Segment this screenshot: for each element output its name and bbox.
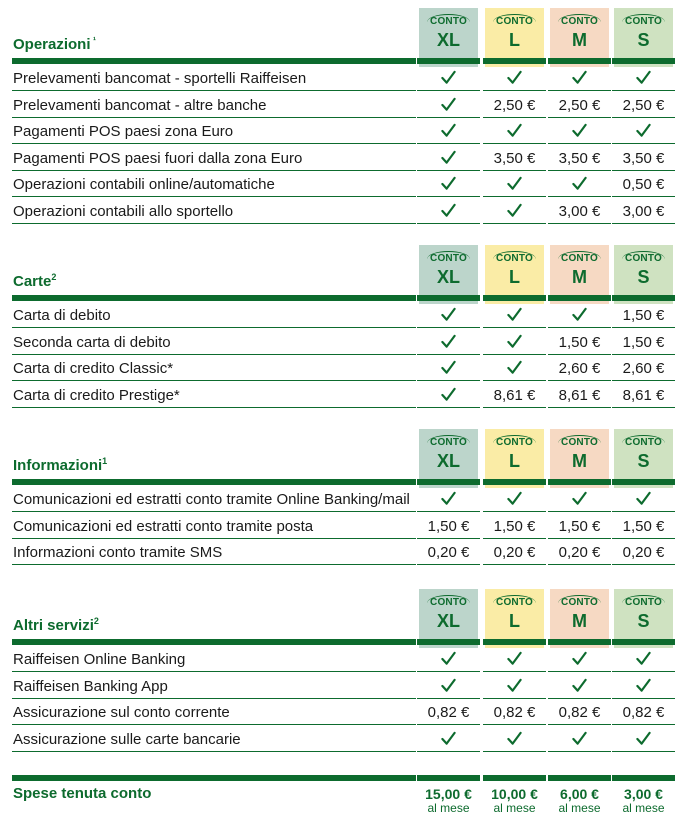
cell-m: 1,50 € bbox=[558, 333, 601, 351]
cell-l bbox=[485, 334, 544, 353]
row-label: Pagamenti POS paesi zona Euro bbox=[13, 123, 234, 140]
column-divider bbox=[417, 295, 480, 301]
section-divider bbox=[12, 639, 416, 645]
row-label: Comunicazioni ed estratti conto tramite posta bbox=[13, 517, 314, 535]
checkmark-icon bbox=[507, 678, 522, 693]
cell-xl bbox=[419, 651, 478, 670]
cell-s: 8,61 € bbox=[622, 386, 665, 404]
row-rule bbox=[12, 407, 416, 408]
column-divider bbox=[612, 479, 675, 485]
checkmark-icon bbox=[441, 387, 456, 402]
row-label: Prelevamenti bancomat - altre banche bbox=[13, 96, 267, 114]
cell-m bbox=[550, 678, 609, 697]
conto-label-text: CONTO bbox=[427, 595, 470, 607]
account-code: M bbox=[572, 611, 587, 631]
checkmark-icon bbox=[572, 70, 587, 85]
cell-xl: 0,20 € bbox=[427, 544, 470, 561]
conto-label-text: CONTO bbox=[493, 595, 536, 607]
cell-m: 3,50 € bbox=[558, 149, 601, 167]
checkmark-icon bbox=[441, 203, 456, 218]
row-label: Carta di credito Classic* bbox=[13, 360, 174, 377]
cell-l: 0,82 € bbox=[493, 704, 536, 721]
section-divider bbox=[12, 295, 416, 301]
row-label: Seconda carta di debito bbox=[13, 333, 171, 351]
checkmark-icon bbox=[572, 491, 587, 506]
cell-rule bbox=[417, 751, 480, 752]
cell-xl bbox=[419, 70, 478, 89]
table-row bbox=[0, 699, 685, 725]
conto-label bbox=[614, 595, 673, 608]
cell-s: 0,20 € bbox=[622, 544, 665, 561]
cell-s: 1,50 € bbox=[622, 517, 665, 535]
section-title-text: Carte bbox=[13, 273, 52, 290]
account-code: L bbox=[509, 267, 520, 287]
cell-l bbox=[485, 70, 544, 89]
cell-l bbox=[485, 307, 544, 326]
conto-label-text: CONTO bbox=[558, 251, 601, 263]
table-row bbox=[0, 382, 685, 408]
cell-xl: 0,82 € bbox=[427, 704, 470, 721]
section-title bbox=[13, 456, 107, 474]
column-divider bbox=[483, 295, 546, 301]
fee-period: al mese bbox=[558, 801, 601, 815]
section-title bbox=[13, 272, 56, 290]
checkmark-icon bbox=[572, 176, 587, 191]
cell-m: 3,00 € bbox=[558, 202, 601, 220]
cell-s: 1,50 € bbox=[622, 333, 665, 351]
checkmark-icon bbox=[572, 651, 587, 666]
cell-xl bbox=[419, 97, 478, 116]
cell-s: 3,50 € bbox=[622, 149, 665, 167]
column-divider bbox=[483, 58, 546, 64]
footnote-marker: 2 bbox=[93, 616, 99, 626]
checkmark-icon bbox=[441, 360, 456, 375]
row-rule bbox=[12, 564, 416, 565]
column-divider bbox=[417, 479, 480, 485]
table-row bbox=[0, 302, 685, 328]
conto-label-text: CONTO bbox=[427, 435, 470, 447]
cell-s: 3,00 € bbox=[622, 202, 665, 220]
cell-m: 2,50 € bbox=[558, 96, 601, 114]
column-divider bbox=[548, 639, 611, 645]
conto-label bbox=[614, 435, 673, 448]
cell-l bbox=[485, 176, 544, 195]
conto-label-text: CONTO bbox=[427, 251, 470, 263]
fee-amount: 6,00 € bbox=[560, 786, 599, 802]
cell-l bbox=[485, 651, 544, 670]
cell-rule bbox=[548, 407, 611, 408]
cell-xl bbox=[419, 334, 478, 353]
footer-title: Spese tenuta conto bbox=[13, 785, 152, 802]
cell-xl bbox=[419, 387, 478, 406]
conto-label-text: CONTO bbox=[427, 14, 470, 26]
section-title-text: Altri servizi bbox=[13, 617, 94, 634]
conto-label-text: CONTO bbox=[558, 14, 601, 26]
table-row bbox=[0, 92, 685, 118]
cell-rule bbox=[417, 564, 480, 565]
cell-xl bbox=[419, 731, 478, 750]
conto-label bbox=[485, 14, 544, 27]
cell-xl bbox=[419, 360, 478, 379]
checkmark-icon bbox=[636, 651, 651, 666]
table-row bbox=[0, 329, 685, 355]
cell-l bbox=[485, 731, 544, 750]
conto-label bbox=[485, 251, 544, 264]
cell-rule bbox=[612, 751, 675, 752]
row-label: Pagamenti POS paesi fuori dalla zona Euro bbox=[13, 149, 303, 167]
column-divider bbox=[417, 58, 480, 64]
section-title bbox=[13, 35, 96, 53]
monthly-fee-m bbox=[550, 786, 609, 815]
section-divider bbox=[12, 58, 416, 64]
table-row bbox=[0, 118, 685, 144]
conto-label-text: CONTO bbox=[558, 435, 601, 447]
footer-column-divider bbox=[612, 775, 675, 781]
row-label: Carta di credito Prestige* bbox=[13, 386, 180, 404]
row-label: Assicurazione sulle carte bancarie bbox=[13, 730, 241, 748]
table-row bbox=[0, 145, 685, 171]
cell-xl bbox=[419, 307, 478, 326]
checkmark-icon bbox=[441, 334, 456, 349]
account-code: L bbox=[509, 611, 520, 631]
cell-s: 0,50 € bbox=[622, 176, 665, 193]
cell-m bbox=[550, 491, 609, 510]
section-title-text: Informazioni bbox=[13, 457, 103, 474]
cell-s bbox=[614, 491, 673, 510]
table-row bbox=[0, 673, 685, 699]
checkmark-icon bbox=[441, 97, 456, 112]
checkmark-icon bbox=[441, 678, 456, 693]
monthly-fee-xl bbox=[419, 786, 478, 815]
monthly-fee-l bbox=[485, 786, 544, 815]
account-code: S bbox=[637, 267, 650, 287]
checkmark-icon bbox=[441, 123, 456, 138]
conto-label bbox=[419, 14, 478, 27]
cell-m bbox=[550, 176, 609, 195]
cell-s: 1,50 € bbox=[622, 307, 665, 324]
checkmark-icon bbox=[441, 307, 456, 322]
cell-rule bbox=[548, 564, 611, 565]
footnote-marker: 2 bbox=[51, 272, 57, 282]
cell-l: 0,20 € bbox=[493, 544, 536, 561]
conto-label-text: CONTO bbox=[493, 435, 536, 447]
cell-l bbox=[485, 123, 544, 142]
checkmark-icon bbox=[441, 651, 456, 666]
column-divider bbox=[548, 58, 611, 64]
row-label: Informazioni conto tramite SMS bbox=[13, 544, 223, 561]
checkmark-icon bbox=[636, 70, 651, 85]
column-divider bbox=[612, 639, 675, 645]
column-divider bbox=[548, 479, 611, 485]
conto-label bbox=[614, 251, 673, 264]
column-divider bbox=[483, 639, 546, 645]
footer-column-divider bbox=[417, 775, 480, 781]
conto-label bbox=[550, 435, 609, 448]
conto-label-text: CONTO bbox=[622, 251, 665, 263]
table-row bbox=[0, 486, 685, 512]
cell-rule bbox=[483, 223, 546, 224]
table-row bbox=[0, 355, 685, 381]
cell-m: 0,20 € bbox=[558, 544, 601, 561]
checkmark-icon bbox=[441, 176, 456, 191]
cell-rule bbox=[483, 564, 546, 565]
table-row bbox=[0, 646, 685, 672]
checkmark-icon bbox=[507, 731, 522, 746]
cell-xl bbox=[419, 123, 478, 142]
account-code: S bbox=[637, 451, 650, 471]
footer-divider bbox=[12, 775, 416, 781]
checkmark-icon bbox=[441, 491, 456, 506]
monthly-fee-s bbox=[614, 786, 673, 815]
row-label: Assicurazione sul conto corrente bbox=[13, 704, 230, 721]
cell-rule bbox=[612, 407, 675, 408]
conto-label bbox=[550, 595, 609, 608]
cell-xl bbox=[419, 203, 478, 222]
cell-l: 8,61 € bbox=[493, 386, 536, 404]
checkmark-icon bbox=[507, 334, 522, 349]
conto-label-text: CONTO bbox=[558, 595, 601, 607]
conto-label-text: CONTO bbox=[622, 14, 665, 26]
row-label: Operazioni contabili online/automatiche bbox=[13, 176, 275, 193]
checkmark-icon bbox=[507, 203, 522, 218]
account-code: XL bbox=[436, 267, 460, 287]
cell-m: 8,61 € bbox=[558, 386, 601, 404]
account-code: M bbox=[572, 30, 587, 50]
table-row bbox=[0, 513, 685, 539]
conto-label bbox=[419, 435, 478, 448]
cell-s bbox=[614, 731, 673, 750]
cell-l bbox=[485, 678, 544, 697]
fee-amount: 10,00 € bbox=[491, 786, 538, 802]
row-label: Prelevamenti bancomat - sportelli Raiffeisen bbox=[13, 70, 307, 87]
row-label: Operazioni contabili allo sportello bbox=[13, 202, 234, 220]
account-code: XL bbox=[436, 611, 460, 631]
fee-period: al mese bbox=[622, 801, 665, 815]
row-label: Comunicazioni ed estratti conto tramite Online Banking/mail bbox=[13, 491, 410, 508]
checkmark-icon bbox=[636, 491, 651, 506]
footnote-marker: 1 bbox=[102, 456, 108, 466]
cell-m bbox=[550, 731, 609, 750]
cell-xl bbox=[419, 150, 478, 169]
checkmark-icon bbox=[507, 360, 522, 375]
column-divider bbox=[483, 479, 546, 485]
checkmark-icon bbox=[441, 731, 456, 746]
checkmark-icon bbox=[507, 176, 522, 191]
cell-rule bbox=[417, 407, 480, 408]
cell-m bbox=[550, 123, 609, 142]
account-code: L bbox=[509, 30, 520, 50]
account-code: L bbox=[509, 451, 520, 471]
cell-rule bbox=[548, 223, 611, 224]
section-divider bbox=[12, 479, 416, 485]
checkmark-icon bbox=[636, 731, 651, 746]
row-label: Carta di debito bbox=[13, 307, 111, 324]
checkmark-icon bbox=[507, 491, 522, 506]
cell-s bbox=[614, 678, 673, 697]
row-label: Raiffeisen Banking App bbox=[13, 677, 168, 695]
conto-label-text: CONTO bbox=[493, 251, 536, 263]
cell-s: 2,60 € bbox=[622, 360, 665, 377]
cell-rule bbox=[548, 751, 611, 752]
conto-label bbox=[419, 251, 478, 264]
cell-l bbox=[485, 203, 544, 222]
account-code: XL bbox=[436, 451, 460, 471]
conto-label bbox=[485, 435, 544, 448]
footer-column-divider bbox=[548, 775, 611, 781]
checkmark-icon bbox=[572, 307, 587, 322]
cell-m: 0,82 € bbox=[558, 704, 601, 721]
cell-l: 2,50 € bbox=[493, 96, 536, 114]
cell-xl: 1,50 € bbox=[427, 517, 470, 535]
conto-label-text: CONTO bbox=[493, 14, 536, 26]
account-code: XL bbox=[436, 30, 460, 50]
conto-label-text: CONTO bbox=[622, 435, 665, 447]
cell-s bbox=[614, 70, 673, 89]
cell-m bbox=[550, 307, 609, 326]
checkmark-icon bbox=[507, 70, 522, 85]
table-row bbox=[0, 171, 685, 197]
cell-s: 0,82 € bbox=[622, 704, 665, 721]
cell-l bbox=[485, 360, 544, 379]
cell-rule bbox=[612, 564, 675, 565]
checkmark-icon bbox=[507, 307, 522, 322]
cell-m: 1,50 € bbox=[558, 517, 601, 535]
conto-label bbox=[485, 595, 544, 608]
conto-label bbox=[614, 14, 673, 27]
cell-rule bbox=[483, 751, 546, 752]
row-rule bbox=[12, 751, 416, 752]
table-row bbox=[0, 198, 685, 224]
row-rule bbox=[12, 223, 416, 224]
conto-label bbox=[550, 14, 609, 27]
column-divider bbox=[417, 639, 480, 645]
conto-label bbox=[550, 251, 609, 264]
cell-rule bbox=[612, 223, 675, 224]
cell-m bbox=[550, 651, 609, 670]
cell-xl bbox=[419, 176, 478, 195]
account-code: S bbox=[637, 30, 650, 50]
table-row bbox=[0, 539, 685, 565]
section-title bbox=[13, 616, 99, 634]
cell-m: 2,60 € bbox=[558, 360, 601, 377]
cell-rule bbox=[417, 223, 480, 224]
cell-s: 2,50 € bbox=[622, 96, 665, 114]
footnote-marker: ¹ bbox=[90, 35, 97, 45]
cell-l: 3,50 € bbox=[493, 149, 536, 167]
account-code: M bbox=[572, 267, 587, 287]
column-divider bbox=[548, 295, 611, 301]
row-label: Raiffeisen Online Banking bbox=[13, 651, 186, 668]
fee-amount: 3,00 € bbox=[624, 786, 663, 802]
checkmark-icon bbox=[507, 651, 522, 666]
fee-period: al mese bbox=[493, 801, 536, 815]
cell-xl bbox=[419, 491, 478, 510]
table-row bbox=[0, 65, 685, 91]
conto-label-text: CONTO bbox=[622, 595, 665, 607]
cell-s bbox=[614, 123, 673, 142]
account-code: M bbox=[572, 451, 587, 471]
cell-s bbox=[614, 651, 673, 670]
conto-label bbox=[419, 595, 478, 608]
fee-period: al mese bbox=[427, 801, 470, 815]
account-code: S bbox=[637, 611, 650, 631]
checkmark-icon bbox=[572, 123, 587, 138]
section-title-text: Operazioni bbox=[13, 36, 91, 53]
cell-l: 1,50 € bbox=[493, 517, 536, 535]
checkmark-icon bbox=[441, 70, 456, 85]
checkmark-icon bbox=[507, 123, 522, 138]
checkmark-icon bbox=[572, 731, 587, 746]
checkmark-icon bbox=[572, 678, 587, 693]
cell-rule bbox=[483, 407, 546, 408]
column-divider bbox=[612, 58, 675, 64]
cell-xl bbox=[419, 678, 478, 697]
cell-m bbox=[550, 70, 609, 89]
column-divider bbox=[612, 295, 675, 301]
checkmark-icon bbox=[636, 678, 651, 693]
footer-column-divider bbox=[483, 775, 546, 781]
table-row bbox=[0, 726, 685, 752]
checkmark-icon bbox=[636, 123, 651, 138]
cell-l bbox=[485, 491, 544, 510]
checkmark-icon bbox=[441, 150, 456, 165]
fee-amount: 15,00 € bbox=[425, 786, 472, 802]
